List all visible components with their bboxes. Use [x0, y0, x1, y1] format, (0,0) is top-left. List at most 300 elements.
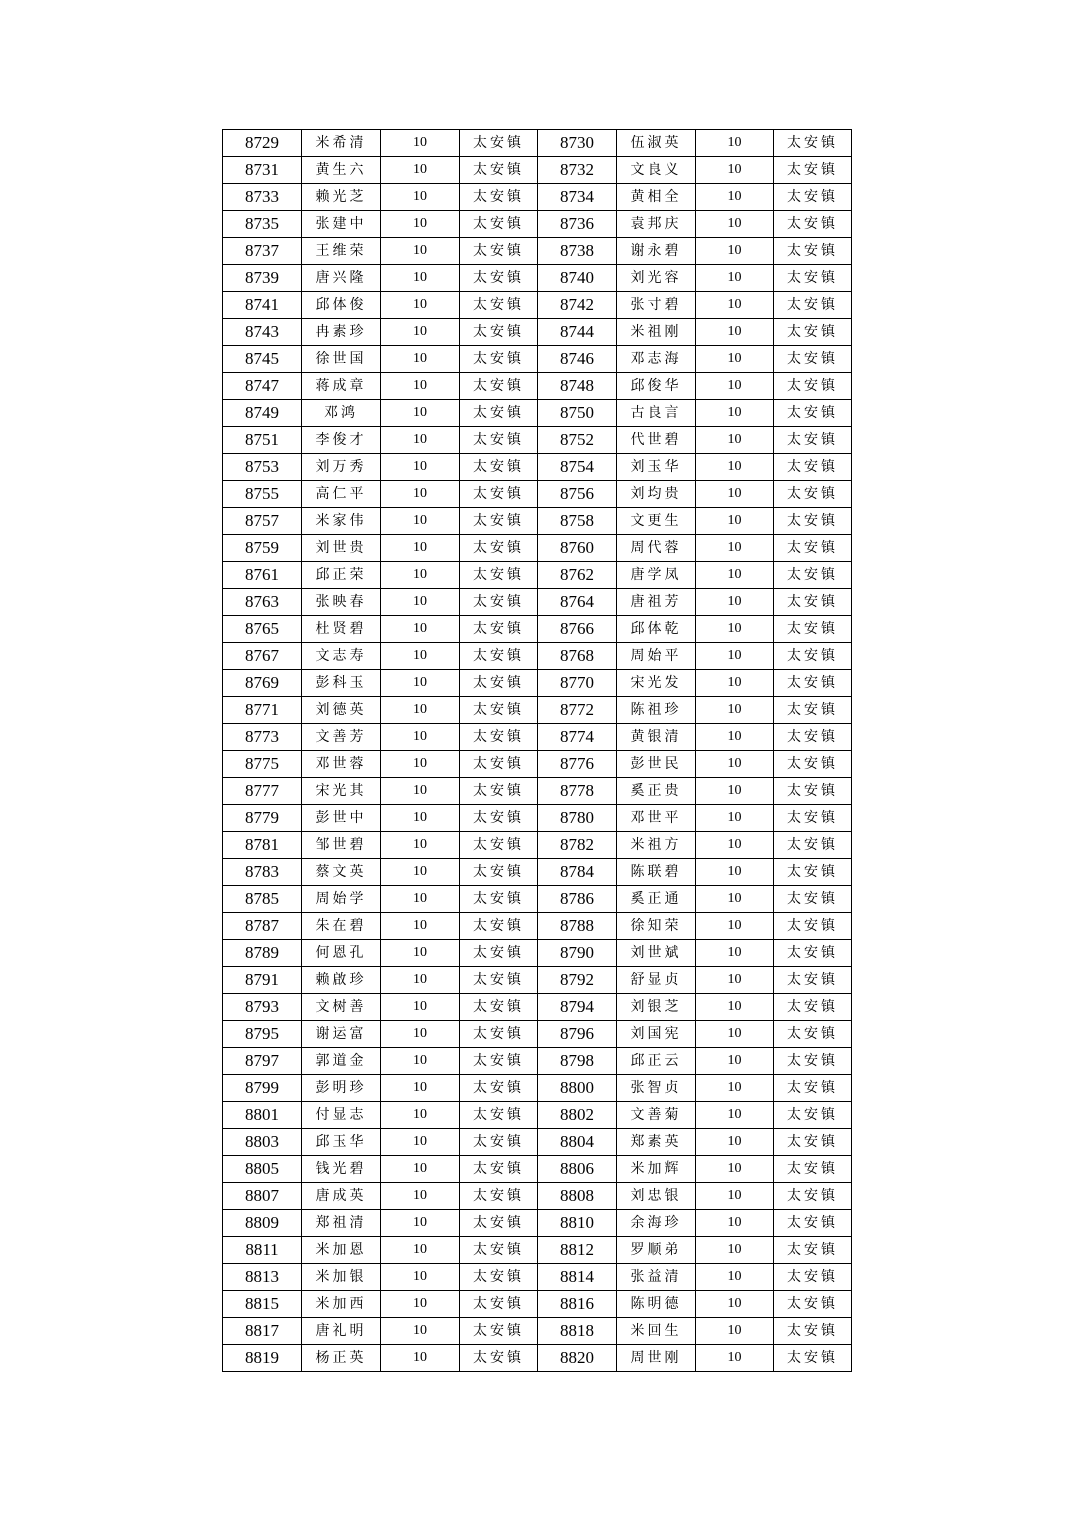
town-name-cell: 太安镇: [774, 1129, 852, 1156]
entry-number-cell: 8758: [538, 508, 617, 535]
entry-number-cell: 8735: [223, 211, 302, 238]
town-name-cell: 太安镇: [460, 1048, 538, 1075]
amount-cell: 10: [381, 967, 460, 994]
table-row: [223, 616, 852, 643]
amount-cell: 10: [381, 1156, 460, 1183]
table-row: [223, 1129, 852, 1156]
town-name-cell: 太安镇: [774, 211, 852, 238]
table-row: [223, 238, 852, 265]
town-name-cell: 太安镇: [460, 1345, 538, 1372]
town-name-cell: 太安镇: [774, 832, 852, 859]
entry-number-cell: 8809: [223, 1210, 302, 1237]
amount-cell: 10: [696, 211, 774, 238]
entry-number-cell: 8755: [223, 481, 302, 508]
entry-number-cell: 8772: [538, 697, 617, 724]
person-name-cell: 邓鸿: [302, 400, 381, 427]
table-row: [223, 994, 852, 1021]
entry-number-cell: 8786: [538, 886, 617, 913]
person-name-cell: 何恩孔: [302, 940, 381, 967]
entry-number-cell: 8784: [538, 859, 617, 886]
entry-number-cell: 8769: [223, 670, 302, 697]
entry-number-cell: 8733: [223, 184, 302, 211]
entry-number-cell: 8780: [538, 805, 617, 832]
person-name-cell: 刘万秀: [302, 454, 381, 481]
entry-number-cell: 8792: [538, 967, 617, 994]
town-name-cell: 太安镇: [460, 751, 538, 778]
person-name-cell: 王维荣: [302, 238, 381, 265]
amount-cell: 10: [381, 508, 460, 535]
town-name-cell: 太安镇: [460, 967, 538, 994]
town-name-cell: 太安镇: [774, 1237, 852, 1264]
entry-number-cell: 8817: [223, 1318, 302, 1345]
town-name-cell: 太安镇: [460, 859, 538, 886]
table-row: [223, 670, 852, 697]
entry-number-cell: 8730: [538, 130, 617, 157]
entry-number-cell: 8766: [538, 616, 617, 643]
entry-number-cell: 8813: [223, 1264, 302, 1291]
entry-number-cell: 8804: [538, 1129, 617, 1156]
town-name-cell: 太安镇: [774, 184, 852, 211]
entry-number-cell: 8818: [538, 1318, 617, 1345]
table-row: [223, 1264, 852, 1291]
amount-cell: 10: [696, 967, 774, 994]
person-name-cell: 文更生: [617, 508, 696, 535]
amount-cell: 10: [381, 238, 460, 265]
amount-cell: 10: [696, 427, 774, 454]
table-row: [223, 832, 852, 859]
town-name-cell: 太安镇: [460, 994, 538, 1021]
person-name-cell: 米回生: [617, 1318, 696, 1345]
entry-number-cell: 8793: [223, 994, 302, 1021]
table-row: [223, 454, 852, 481]
table-row: [223, 319, 852, 346]
person-name-cell: 邹世碧: [302, 832, 381, 859]
amount-cell: 10: [696, 886, 774, 913]
person-name-cell: 徐知荣: [617, 913, 696, 940]
amount-cell: 10: [696, 670, 774, 697]
person-name-cell: 宋光其: [302, 778, 381, 805]
entry-number-cell: 8744: [538, 319, 617, 346]
entry-number-cell: 8807: [223, 1183, 302, 1210]
amount-cell: 10: [696, 751, 774, 778]
amount-cell: 10: [696, 157, 774, 184]
person-name-cell: 赖光芝: [302, 184, 381, 211]
amount-cell: 10: [381, 724, 460, 751]
person-name-cell: 邓世蓉: [302, 751, 381, 778]
entry-number-cell: 8749: [223, 400, 302, 427]
town-name-cell: 太安镇: [774, 967, 852, 994]
town-name-cell: 太安镇: [460, 157, 538, 184]
table-row: [223, 1021, 852, 1048]
entry-number-cell: 8765: [223, 616, 302, 643]
town-name-cell: 太安镇: [460, 1318, 538, 1345]
amount-cell: 10: [381, 562, 460, 589]
table-row: [223, 373, 852, 400]
table-row: [223, 751, 852, 778]
person-name-cell: 彭明珍: [302, 1075, 381, 1102]
town-name-cell: 太安镇: [774, 805, 852, 832]
town-name-cell: 太安镇: [774, 292, 852, 319]
entry-number-cell: 8732: [538, 157, 617, 184]
table-row: [223, 1345, 852, 1372]
entry-number-cell: 8796: [538, 1021, 617, 1048]
person-name-cell: 邓志海: [617, 346, 696, 373]
amount-cell: 10: [696, 1237, 774, 1264]
person-name-cell: 邱玉华: [302, 1129, 381, 1156]
person-name-cell: 刘光容: [617, 265, 696, 292]
amount-cell: 10: [696, 319, 774, 346]
entry-number-cell: 8752: [538, 427, 617, 454]
entry-number-cell: 8763: [223, 589, 302, 616]
amount-cell: 10: [696, 940, 774, 967]
entry-number-cell: 8812: [538, 1237, 617, 1264]
town-name-cell: 太安镇: [460, 508, 538, 535]
town-name-cell: 太安镇: [774, 373, 852, 400]
entry-number-cell: 8787: [223, 913, 302, 940]
table-row: [223, 940, 852, 967]
table-row: [223, 400, 852, 427]
entry-number-cell: 8814: [538, 1264, 617, 1291]
entry-number-cell: 8734: [538, 184, 617, 211]
person-name-cell: 米加银: [302, 1264, 381, 1291]
table-row: [223, 1183, 852, 1210]
entry-number-cell: 8753: [223, 454, 302, 481]
amount-cell: 10: [381, 265, 460, 292]
town-name-cell: 太安镇: [774, 319, 852, 346]
entry-number-cell: 8746: [538, 346, 617, 373]
person-name-cell: 周始学: [302, 886, 381, 913]
town-name-cell: 太安镇: [460, 1021, 538, 1048]
person-name-cell: 蒋成章: [302, 373, 381, 400]
entry-number-cell: 8802: [538, 1102, 617, 1129]
town-name-cell: 太安镇: [460, 481, 538, 508]
amount-cell: 10: [696, 292, 774, 319]
amount-cell: 10: [696, 481, 774, 508]
person-name-cell: 李俊才: [302, 427, 381, 454]
town-name-cell: 太安镇: [774, 1264, 852, 1291]
amount-cell: 10: [381, 1291, 460, 1318]
amount-cell: 10: [381, 1075, 460, 1102]
amount-cell: 10: [381, 643, 460, 670]
amount-cell: 10: [381, 1264, 460, 1291]
amount-cell: 10: [696, 1156, 774, 1183]
town-name-cell: 太安镇: [774, 859, 852, 886]
amount-cell: 10: [381, 778, 460, 805]
town-name-cell: 太安镇: [460, 1210, 538, 1237]
town-name-cell: 太安镇: [774, 1210, 852, 1237]
town-name-cell: 太安镇: [460, 589, 538, 616]
amount-cell: 10: [381, 535, 460, 562]
person-name-cell: 赖啟珍: [302, 967, 381, 994]
table-row: [223, 859, 852, 886]
amount-cell: 10: [381, 1102, 460, 1129]
person-name-cell: 袁邦庆: [617, 211, 696, 238]
entry-number-cell: 8816: [538, 1291, 617, 1318]
table-row: [223, 508, 852, 535]
amount-cell: 10: [381, 1183, 460, 1210]
person-name-cell: 文良义: [617, 157, 696, 184]
table-row: [223, 913, 852, 940]
person-name-cell: 周代蓉: [617, 535, 696, 562]
entry-number-cell: 8740: [538, 265, 617, 292]
entry-number-cell: 8750: [538, 400, 617, 427]
town-name-cell: 太安镇: [460, 319, 538, 346]
table-row: [223, 562, 852, 589]
roster-body: [223, 130, 852, 1372]
amount-cell: 10: [696, 373, 774, 400]
person-name-cell: 高仁平: [302, 481, 381, 508]
person-name-cell: 刘均贵: [617, 481, 696, 508]
town-name-cell: 太安镇: [774, 1183, 852, 1210]
person-name-cell: 刘忠银: [617, 1183, 696, 1210]
amount-cell: 10: [696, 697, 774, 724]
person-name-cell: 唐学凤: [617, 562, 696, 589]
entry-number-cell: 8799: [223, 1075, 302, 1102]
table-row: [223, 697, 852, 724]
person-name-cell: 周世刚: [617, 1345, 696, 1372]
town-name-cell: 太安镇: [774, 940, 852, 967]
entry-number-cell: 8808: [538, 1183, 617, 1210]
amount-cell: 10: [696, 1129, 774, 1156]
town-name-cell: 太安镇: [774, 1102, 852, 1129]
town-name-cell: 太安镇: [774, 670, 852, 697]
entry-number-cell: 8776: [538, 751, 617, 778]
entry-number-cell: 8741: [223, 292, 302, 319]
town-name-cell: 太安镇: [460, 1075, 538, 1102]
town-name-cell: 太安镇: [460, 670, 538, 697]
town-name-cell: 太安镇: [460, 292, 538, 319]
entry-number-cell: 8756: [538, 481, 617, 508]
amount-cell: 10: [381, 886, 460, 913]
town-name-cell: 太安镇: [774, 913, 852, 940]
entry-number-cell: 8745: [223, 346, 302, 373]
town-name-cell: 太安镇: [460, 346, 538, 373]
amount-cell: 10: [696, 265, 774, 292]
entry-number-cell: 8754: [538, 454, 617, 481]
amount-cell: 10: [696, 1183, 774, 1210]
entry-number-cell: 8731: [223, 157, 302, 184]
amount-cell: 10: [381, 211, 460, 238]
person-name-cell: 文善芳: [302, 724, 381, 751]
town-name-cell: 太安镇: [774, 1345, 852, 1372]
town-name-cell: 太安镇: [460, 1237, 538, 1264]
amount-cell: 10: [696, 589, 774, 616]
entry-number-cell: 8736: [538, 211, 617, 238]
entry-number-cell: 8810: [538, 1210, 617, 1237]
amount-cell: 10: [696, 1291, 774, 1318]
amount-cell: 10: [696, 562, 774, 589]
person-name-cell: 罗顺弟: [617, 1237, 696, 1264]
amount-cell: 10: [696, 238, 774, 265]
amount-cell: 10: [696, 805, 774, 832]
entry-number-cell: 8767: [223, 643, 302, 670]
town-name-cell: 太安镇: [774, 562, 852, 589]
town-name-cell: 太安镇: [774, 886, 852, 913]
town-name-cell: 太安镇: [774, 1075, 852, 1102]
town-name-cell: 太安镇: [774, 130, 852, 157]
person-name-cell: 舒显贞: [617, 967, 696, 994]
amount-cell: 10: [381, 832, 460, 859]
town-name-cell: 太安镇: [460, 805, 538, 832]
amount-cell: 10: [381, 670, 460, 697]
entry-number-cell: 8739: [223, 265, 302, 292]
town-name-cell: 太安镇: [774, 751, 852, 778]
amount-cell: 10: [381, 616, 460, 643]
entry-number-cell: 8764: [538, 589, 617, 616]
amount-cell: 10: [381, 373, 460, 400]
person-name-cell: 陈明德: [617, 1291, 696, 1318]
person-name-cell: 米祖方: [617, 832, 696, 859]
entry-number-cell: 8773: [223, 724, 302, 751]
amount-cell: 10: [381, 697, 460, 724]
town-name-cell: 太安镇: [774, 454, 852, 481]
entry-number-cell: 8794: [538, 994, 617, 1021]
person-name-cell: 米家伟: [302, 508, 381, 535]
amount-cell: 10: [381, 589, 460, 616]
person-name-cell: 郑祖清: [302, 1210, 381, 1237]
person-name-cell: 张益清: [617, 1264, 696, 1291]
town-name-cell: 太安镇: [774, 1156, 852, 1183]
town-name-cell: 太安镇: [774, 481, 852, 508]
town-name-cell: 太安镇: [460, 1183, 538, 1210]
amount-cell: 10: [381, 1021, 460, 1048]
town-name-cell: 太安镇: [774, 616, 852, 643]
town-name-cell: 太安镇: [460, 400, 538, 427]
entry-number-cell: 8770: [538, 670, 617, 697]
table-row: [223, 1318, 852, 1345]
entry-number-cell: 8789: [223, 940, 302, 967]
amount-cell: 10: [381, 1237, 460, 1264]
entry-number-cell: 8815: [223, 1291, 302, 1318]
amount-cell: 10: [696, 1318, 774, 1345]
person-name-cell: 徐世国: [302, 346, 381, 373]
person-name-cell: 刘银芝: [617, 994, 696, 1021]
table-row: [223, 265, 852, 292]
person-name-cell: 米加西: [302, 1291, 381, 1318]
entry-number-cell: 8777: [223, 778, 302, 805]
town-name-cell: 太安镇: [774, 778, 852, 805]
person-name-cell: 文善菊: [617, 1102, 696, 1129]
town-name-cell: 太安镇: [774, 427, 852, 454]
amount-cell: 10: [696, 994, 774, 1021]
entry-number-cell: 8798: [538, 1048, 617, 1075]
amount-cell: 10: [381, 319, 460, 346]
entry-number-cell: 8771: [223, 697, 302, 724]
person-name-cell: 郭道金: [302, 1048, 381, 1075]
amount-cell: 10: [381, 1210, 460, 1237]
amount-cell: 10: [381, 400, 460, 427]
amount-cell: 10: [696, 724, 774, 751]
amount-cell: 10: [696, 778, 774, 805]
table-row: [223, 1102, 852, 1129]
person-name-cell: 付显志: [302, 1102, 381, 1129]
table-row: [223, 778, 852, 805]
amount-cell: 10: [381, 751, 460, 778]
person-name-cell: 邓世平: [617, 805, 696, 832]
amount-cell: 10: [696, 130, 774, 157]
amount-cell: 10: [696, 1021, 774, 1048]
town-name-cell: 太安镇: [460, 238, 538, 265]
table-row: [223, 1048, 852, 1075]
entry-number-cell: 8729: [223, 130, 302, 157]
person-name-cell: 郑素英: [617, 1129, 696, 1156]
person-name-cell: 文树善: [302, 994, 381, 1021]
person-name-cell: 刘世贵: [302, 535, 381, 562]
person-name-cell: 古良言: [617, 400, 696, 427]
town-name-cell: 太安镇: [460, 130, 538, 157]
entry-number-cell: 8811: [223, 1237, 302, 1264]
entry-number-cell: 8795: [223, 1021, 302, 1048]
town-name-cell: 太安镇: [774, 157, 852, 184]
town-name-cell: 太安镇: [460, 1291, 538, 1318]
entry-number-cell: 8791: [223, 967, 302, 994]
amount-cell: 10: [696, 913, 774, 940]
table-row: [223, 535, 852, 562]
amount-cell: 10: [381, 130, 460, 157]
town-name-cell: 太安镇: [774, 346, 852, 373]
person-name-cell: 刘世斌: [617, 940, 696, 967]
entry-number-cell: 8747: [223, 373, 302, 400]
entry-number-cell: 8800: [538, 1075, 617, 1102]
entry-number-cell: 8751: [223, 427, 302, 454]
amount-cell: 10: [381, 940, 460, 967]
person-name-cell: 唐礼明: [302, 1318, 381, 1345]
town-name-cell: 太安镇: [774, 697, 852, 724]
table-row: [223, 211, 852, 238]
amount-cell: 10: [381, 913, 460, 940]
town-name-cell: 太安镇: [460, 427, 538, 454]
amount-cell: 10: [381, 805, 460, 832]
amount-cell: 10: [381, 1345, 460, 1372]
person-name-cell: 伍淑英: [617, 130, 696, 157]
person-name-cell: 黄相全: [617, 184, 696, 211]
town-name-cell: 太安镇: [460, 562, 538, 589]
entry-number-cell: 8757: [223, 508, 302, 535]
amount-cell: 10: [381, 1129, 460, 1156]
amount-cell: 10: [381, 184, 460, 211]
amount-cell: 10: [381, 292, 460, 319]
entry-number-cell: 8778: [538, 778, 617, 805]
person-name-cell: 邱体乾: [617, 616, 696, 643]
entry-number-cell: 8790: [538, 940, 617, 967]
entry-number-cell: 8797: [223, 1048, 302, 1075]
person-name-cell: 张寸碧: [617, 292, 696, 319]
town-name-cell: 太安镇: [460, 616, 538, 643]
town-name-cell: 太安镇: [460, 940, 538, 967]
entry-number-cell: 8760: [538, 535, 617, 562]
table-row: [223, 1075, 852, 1102]
amount-cell: 10: [696, 535, 774, 562]
person-name-cell: 杨正英: [302, 1345, 381, 1372]
table-row: [223, 1210, 852, 1237]
person-name-cell: 彭科玉: [302, 670, 381, 697]
amount-cell: 10: [381, 1318, 460, 1345]
amount-cell: 10: [696, 454, 774, 481]
person-name-cell: 谢运富: [302, 1021, 381, 1048]
entry-number-cell: 8805: [223, 1156, 302, 1183]
town-name-cell: 太安镇: [774, 238, 852, 265]
town-name-cell: 太安镇: [460, 832, 538, 859]
person-name-cell: 谢永碧: [617, 238, 696, 265]
town-name-cell: 太安镇: [774, 1021, 852, 1048]
amount-cell: 10: [696, 1075, 774, 1102]
person-name-cell: 余海珍: [617, 1210, 696, 1237]
entry-number-cell: 8742: [538, 292, 617, 319]
town-name-cell: 太安镇: [460, 1102, 538, 1129]
person-name-cell: 刘德英: [302, 697, 381, 724]
person-name-cell: 张建中: [302, 211, 381, 238]
person-name-cell: 张智贞: [617, 1075, 696, 1102]
